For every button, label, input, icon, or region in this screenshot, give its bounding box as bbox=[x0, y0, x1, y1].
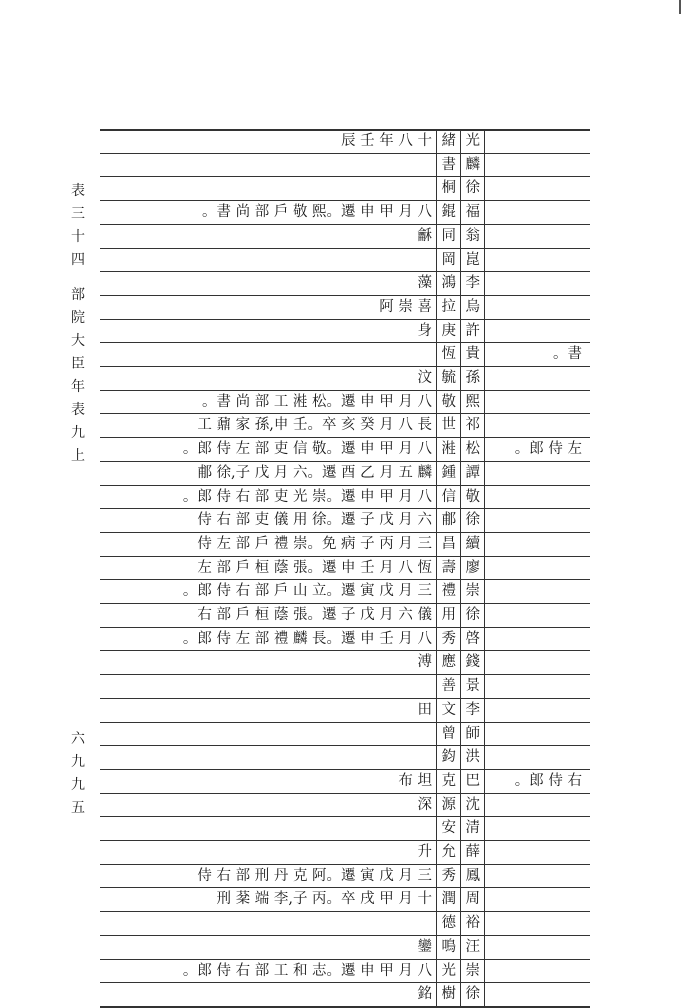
table-row bbox=[100, 343, 484, 366]
entry-char-1: 李 bbox=[465, 702, 480, 718]
margin-char: 十 bbox=[71, 229, 85, 245]
margin-char: 三 bbox=[71, 206, 85, 222]
entry-char-2: 用 bbox=[441, 607, 456, 623]
entry-char-2: 曾 bbox=[441, 726, 456, 742]
table-row bbox=[100, 438, 484, 461]
entry-text: 長 八 月 癸 亥 卒。壬 申,孫 家 鼐 工 bbox=[197, 417, 432, 433]
entry-text: 六 月 戊 子 遷。徐 用 儀 吏 部 右 侍 bbox=[197, 512, 432, 528]
table-row bbox=[100, 936, 484, 959]
entry-char-1: 徐 bbox=[465, 986, 480, 1002]
table-row bbox=[100, 320, 484, 343]
entry-text: 三 月 丙 子 病 免。崇 禮 戶 部 左 侍 bbox=[197, 536, 432, 552]
entry-char-2: 信 bbox=[441, 489, 456, 505]
entry-char-2: 鍾 bbox=[441, 465, 456, 481]
right-column-entry: 書。 bbox=[553, 346, 582, 362]
entry-char-1: 徐 bbox=[465, 180, 480, 196]
entry-char-1: 周 bbox=[465, 891, 480, 907]
table-row bbox=[100, 628, 484, 651]
entry-char-1: 祁 bbox=[465, 417, 480, 433]
page-number bbox=[66, 728, 90, 820]
entry-char-2: 秀 bbox=[441, 868, 456, 884]
entry-text: 鑾 bbox=[417, 939, 432, 955]
margin-char: 臣 bbox=[71, 356, 85, 372]
table-row bbox=[100, 817, 484, 840]
entry-char-1: 貴 bbox=[465, 346, 480, 362]
entry-text: 深 bbox=[417, 797, 432, 813]
entry-text: 喜 崇 阿 bbox=[379, 299, 432, 315]
entry-char-2: 文 bbox=[441, 702, 456, 718]
table-row bbox=[100, 249, 484, 272]
entry-char-2: 安 bbox=[441, 820, 456, 836]
entry-char-1: 許 bbox=[465, 323, 480, 339]
entry-text: 藻 bbox=[417, 275, 432, 291]
entry-char-2: 允 bbox=[441, 844, 456, 860]
entry-char-2: 秀 bbox=[441, 631, 456, 647]
entry-char-2: 鳴 bbox=[441, 939, 456, 955]
table-row bbox=[100, 391, 484, 414]
table-row bbox=[100, 154, 484, 177]
table-row bbox=[100, 225, 484, 248]
entry-char-1: 崇 bbox=[465, 963, 480, 979]
margin-title bbox=[66, 180, 90, 272]
table-row bbox=[100, 675, 484, 698]
entry-text: 八 月 甲 申 遷。熙 敬 戶 部 尚 書。 bbox=[202, 204, 432, 220]
page-number-char: 六 bbox=[71, 731, 85, 747]
table-row bbox=[100, 912, 484, 935]
entry-char-2: 鴻 bbox=[441, 275, 456, 291]
table-row bbox=[100, 841, 484, 864]
entry-char-1: 景 bbox=[465, 678, 480, 694]
entry-char-1: 熙 bbox=[465, 394, 480, 410]
table-row bbox=[100, 865, 484, 888]
margin-char: 九 bbox=[71, 425, 85, 441]
table-header-row bbox=[100, 130, 484, 153]
entry-char-1: 沈 bbox=[465, 797, 480, 813]
entry-char-1: 裕 bbox=[465, 915, 480, 931]
entry-char-2: 壽 bbox=[441, 560, 456, 576]
table-row bbox=[100, 177, 484, 200]
entry-text: 身 bbox=[417, 323, 432, 339]
entry-char-2: 毓 bbox=[441, 370, 456, 386]
margin-char: 大 bbox=[71, 333, 85, 349]
table-row bbox=[100, 533, 484, 556]
entry-char-1: 巴 bbox=[465, 773, 480, 789]
margin-char: 表 bbox=[71, 183, 85, 199]
entry-text: 十 月 甲 戌 卒。丙 子,李 端 棻 刑 bbox=[216, 891, 432, 907]
entry-char-2: 書 bbox=[441, 157, 456, 173]
entry-char-2: 光 bbox=[441, 963, 456, 979]
entry-text: 八 月 甲 申 遷。松 溎 工 部 尚 書。 bbox=[202, 394, 432, 410]
table-row bbox=[100, 746, 484, 769]
entry-char-1: 譚 bbox=[465, 465, 480, 481]
entry-char-2: 鈞 bbox=[441, 749, 456, 765]
table-row bbox=[100, 201, 484, 224]
entry-char-1: 鳳 bbox=[465, 868, 480, 884]
entry-text: 升 bbox=[417, 844, 432, 860]
entry-char-2: 德 bbox=[441, 915, 456, 931]
entry-text: 銘 bbox=[417, 986, 432, 1002]
entry-text: 麟 五 月 乙 酉 遷。六 月 戊 子,徐 郙 bbox=[197, 465, 432, 481]
entry-char-1: 孫 bbox=[465, 370, 480, 386]
entry-char-1: 崇 bbox=[465, 583, 480, 599]
entry-char-1: 汪 bbox=[465, 939, 480, 955]
entry-char-2: 溎 bbox=[441, 441, 456, 457]
entry-char-1: 徐 bbox=[465, 512, 480, 528]
entry-text: 八 月 甲 申 遷。志 和 工 部 右 侍 郎。 bbox=[182, 963, 432, 979]
entry-char-1: 師 bbox=[465, 726, 480, 742]
entry-char-2: 樹 bbox=[441, 986, 456, 1002]
entry-char-1: 敬 bbox=[465, 489, 480, 505]
margin-char: 年 bbox=[71, 379, 85, 395]
entry-char-1: 錢 bbox=[465, 654, 480, 670]
table-row bbox=[100, 888, 484, 911]
entry-char-2: 善 bbox=[441, 678, 456, 694]
entry-char-2: 敬 bbox=[441, 394, 456, 410]
table-row bbox=[100, 770, 484, 793]
entry-char-2: 緒 bbox=[441, 133, 456, 149]
entry-char-2: 禮 bbox=[441, 583, 456, 599]
entry-char-2: 源 bbox=[441, 797, 456, 813]
right-column-entry: 右 侍 郎。 bbox=[514, 773, 582, 789]
entry-char-2: 潤 bbox=[441, 891, 456, 907]
entry-text: 汶 bbox=[417, 370, 432, 386]
entry-char-1: 麟 bbox=[465, 157, 480, 173]
margin-char: 四 bbox=[71, 252, 85, 268]
entry-char-1: 清 bbox=[465, 820, 480, 836]
table-row bbox=[100, 699, 484, 722]
entry-char-2: 克 bbox=[441, 773, 456, 789]
table-row bbox=[100, 604, 484, 627]
entry-char-2: 昌 bbox=[441, 536, 456, 552]
table-row bbox=[100, 486, 484, 509]
entry-char-2: 拉 bbox=[441, 299, 456, 315]
page-number-char: 九 bbox=[71, 754, 85, 770]
entry-char-1: 續 bbox=[465, 536, 480, 552]
entry-text: 龢 bbox=[417, 228, 432, 244]
entry-char-2: 庚 bbox=[441, 323, 456, 339]
entry-char-1: 啓 bbox=[465, 631, 480, 647]
entry-text: 三 月 戊 寅 遷。立 山 戶 部 右 侍 郎。 bbox=[182, 583, 432, 599]
table-row bbox=[100, 983, 484, 1006]
table-row bbox=[100, 509, 484, 532]
margin-char: 院 bbox=[71, 310, 85, 326]
entry-char-1: 薛 bbox=[465, 844, 480, 860]
table-row bbox=[100, 367, 484, 390]
table-row bbox=[100, 557, 484, 580]
table-row bbox=[100, 272, 484, 295]
page-number-char: 五 bbox=[71, 800, 85, 816]
table-row bbox=[100, 794, 484, 817]
column-rule bbox=[484, 129, 485, 1006]
entry-char-2: 桐 bbox=[441, 180, 456, 196]
entry-text: 坦 布 bbox=[398, 773, 432, 789]
entry-char-1: 徐 bbox=[465, 607, 480, 623]
entry-text: 八 月 甲 申 遷。崇 光 吏 部 右 侍 郎。 bbox=[182, 489, 432, 505]
entry-char-2: 恆 bbox=[441, 346, 456, 362]
entry-char-1: 福 bbox=[465, 204, 480, 220]
table-row bbox=[100, 414, 484, 437]
entry-text: 恆 八 月 壬 申 遷。張 蔭 桓 戶 部 左 bbox=[197, 560, 432, 576]
entry-char-1: 廖 bbox=[465, 560, 480, 576]
entry-text: 八 月 壬 申 遷。長 麟 禮 部 左 侍 郎。 bbox=[182, 631, 432, 647]
margin-char: 部 bbox=[71, 287, 85, 303]
entry-char-2: 應 bbox=[441, 654, 456, 670]
entry-char-1: 松 bbox=[465, 441, 480, 457]
entry-char-1: 光 bbox=[465, 133, 480, 149]
entry-char-1: 烏 bbox=[465, 299, 480, 315]
entry-char-2: 郙 bbox=[441, 512, 456, 528]
entry-text: 十 八 年 壬 辰 bbox=[341, 133, 432, 149]
margin-char: 上 bbox=[71, 448, 85, 464]
entry-char-2: 岡 bbox=[441, 252, 456, 268]
table-row bbox=[100, 651, 484, 674]
margin-char: 表 bbox=[71, 402, 85, 418]
table-row bbox=[100, 723, 484, 746]
entry-char-1: 洪 bbox=[465, 749, 480, 765]
margin-section-title bbox=[66, 284, 90, 468]
table-row bbox=[100, 462, 484, 485]
table-row bbox=[100, 296, 484, 319]
entry-text: 八 月 甲 申 遷。敬 信 吏 部 左 侍 郎。 bbox=[182, 441, 432, 457]
entry-char-1: 崑 bbox=[465, 252, 480, 268]
entry-char-2: 錕 bbox=[441, 204, 456, 220]
entry-text: 溥 bbox=[417, 654, 432, 670]
entry-text: 儀 六 月 戊 子 遷。張 蔭 桓 戶 部 右 bbox=[197, 607, 432, 623]
table-row bbox=[100, 960, 484, 983]
entry-text: 田 bbox=[417, 702, 432, 718]
table-row bbox=[100, 580, 484, 603]
entry-char-1: 李 bbox=[465, 275, 480, 291]
right-column-entry: 左 侍 郎。 bbox=[514, 441, 582, 457]
entry-char-2: 世 bbox=[441, 417, 456, 433]
entry-text: 三 月 戊 寅 遷。阿 克 丹 刑 部 右 侍 bbox=[197, 868, 432, 884]
entry-char-2: 同 bbox=[441, 228, 456, 244]
entry-char-1: 翁 bbox=[465, 228, 480, 244]
page-number-char: 九 bbox=[71, 777, 85, 793]
